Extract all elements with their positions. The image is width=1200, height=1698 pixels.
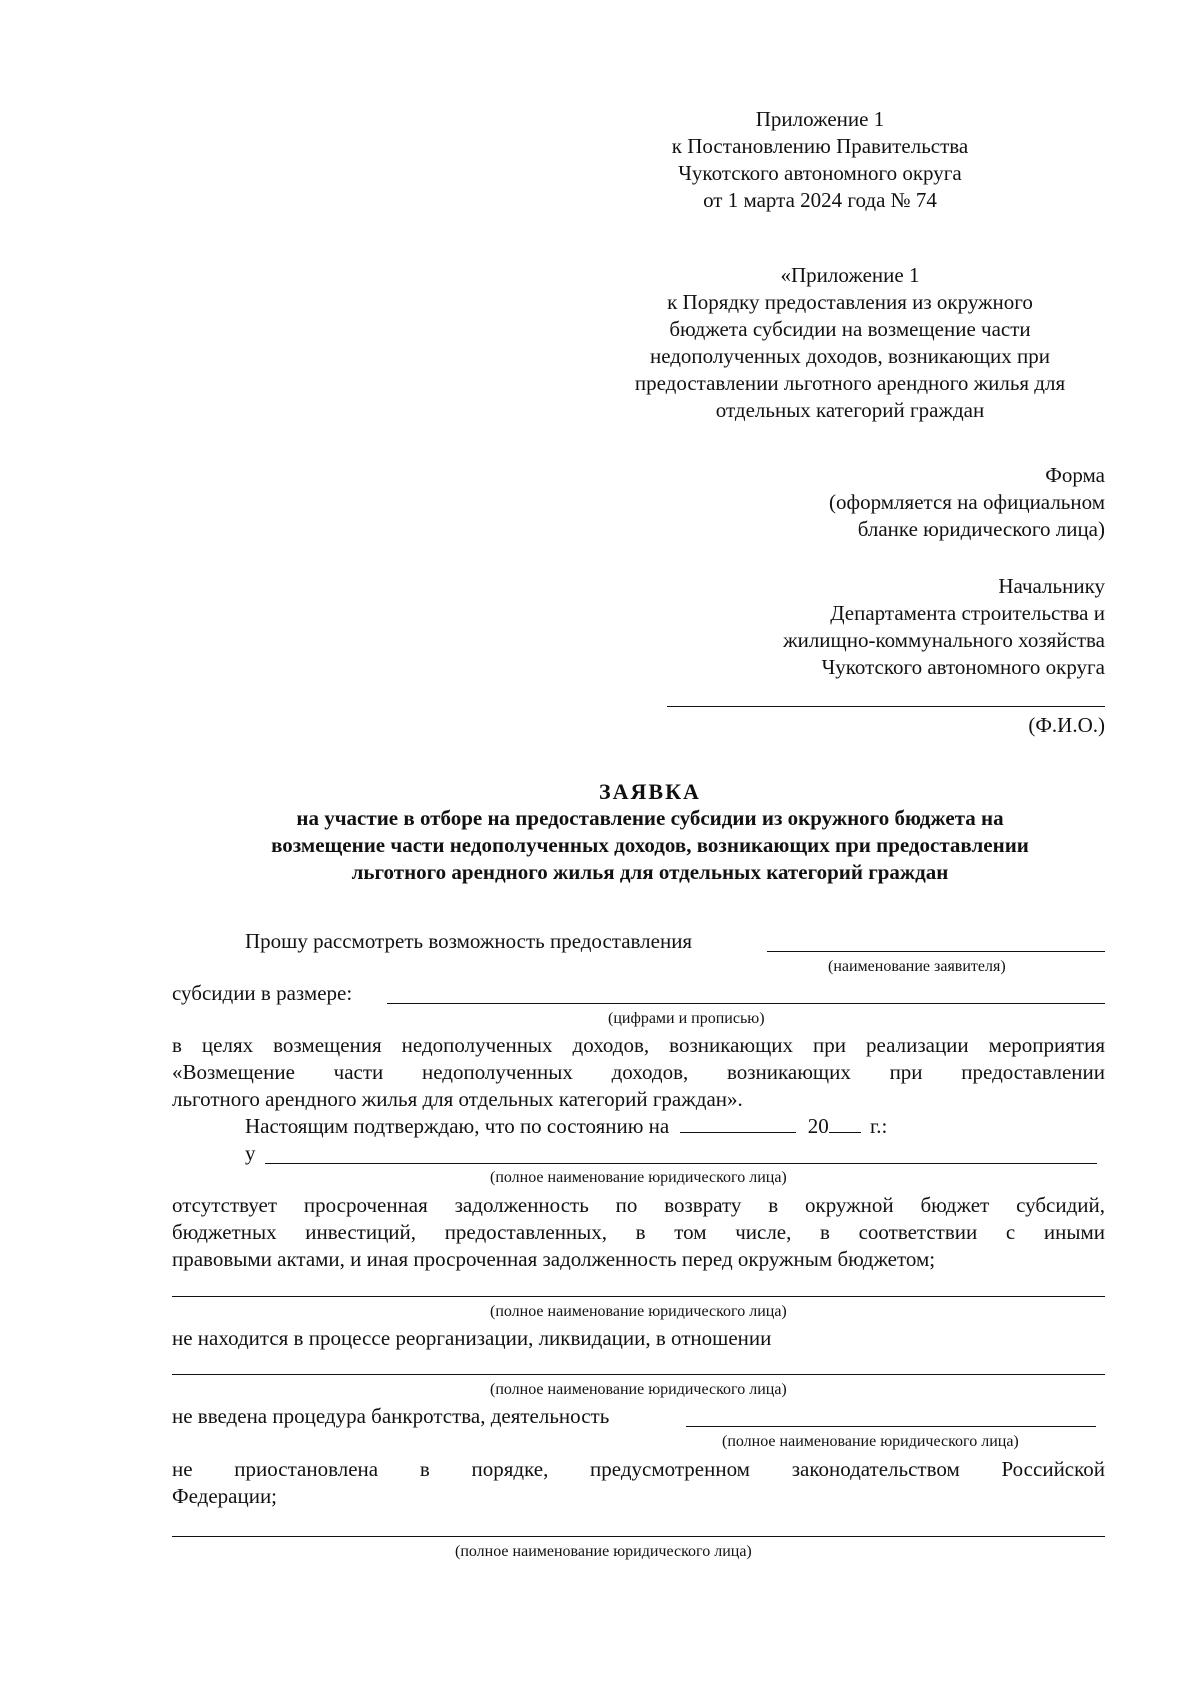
subsidy-label: субсидии в размере: [172,981,353,1005]
appendix-line: к Постановлению Правительства [671,134,969,158]
addressee-line: Начальнику [998,574,1105,598]
fio-line[interactable] [667,706,1105,707]
bankrupt-line: не введена процедура банкротства, деятельность [172,1404,610,1428]
hint-legal-5: (полное наименование юридического лица) [455,1543,752,1560]
form-line: (оформляется на официальном [828,490,1105,514]
order-appendix-line: к Порядку предоставления из окружного [667,290,1033,314]
order-appendix-block [600,262,1100,424]
subtitle-line: льготного арендного жилья для отдельных категорий граждан [351,860,949,884]
debt-line: правовыми актами, и иная просроченная задолженность перед окружным бюджетом; [172,1247,936,1271]
suspend-line: Федерации; [172,1484,278,1508]
addressee-line: жилищно-коммунального хозяйства [783,628,1105,652]
order-appendix-line: «Приложение 1 [780,263,920,287]
hint-legal-3: (полное наименование юридического лица) [490,1381,787,1398]
confirm-line [245,1113,887,1140]
legal-entity-field-3[interactable] [172,1374,1105,1375]
appendix-line: от 1 марта 2024 года № 74 [703,188,937,212]
appendix-block [660,106,980,214]
order-appendix-line: недополученных доходов, возникающих при [649,344,1051,368]
form-subtitle [150,805,1150,886]
purpose-line: льготного арендного жилья для отдельных категорий граждан». [172,1087,743,1111]
subtitle-line: на участие в отборе на предоставление субсидии из окружного бюджета на [296,806,1004,830]
legal-entity-field-5[interactable] [172,1536,1105,1537]
request-text: Прошу рассмотреть возможность предоставления [245,929,693,953]
confirm-year: 20 [807,1114,829,1138]
debt-line: бюджетных инвестиций, предоставленных, в том числе, в соответствии с иными [172,1220,1105,1244]
legal-entity-field-2[interactable] [172,1296,1105,1297]
addressee-line: Департамента строительства и [830,601,1105,625]
form-title: ЗАЯВКА [599,779,701,804]
u-label: у [245,1141,256,1165]
order-appendix-line: бюджета субсидии на возмещение части [669,317,1031,341]
appendix-line: Чукотского автономного округа [678,161,962,185]
order-appendix-line: предоставлении льготного арендного жилья для [634,371,1066,395]
suspend-paragraph [172,1456,1105,1510]
hint-legal-4: (полное наименование юридического лица) [722,1433,1019,1450]
confirm-date-field[interactable] [680,1114,796,1133]
reorg-line: не находится в процессе реорганизации, ликвидации, в отношении [172,1326,772,1350]
confirm-year-suffix: г.: [869,1114,888,1138]
debt-paragraph [172,1192,1105,1273]
hint-amount: (цифрами и прописью) [608,1010,765,1027]
form-block [700,462,1105,543]
legal-entity-field-1[interactable] [265,1163,1097,1164]
hint-legal-2: (полное наименование юридического лица) [490,1303,787,1320]
hint-applicant: (наименование заявителя) [828,958,1006,975]
debt-line: отсутствует просроченная задолженность по возврату в окружной бюджет субсидий, [172,1193,1105,1217]
hint-legal-1: (полное наименование юридического лица) [490,1169,787,1186]
legal-entity-field-4[interactable] [686,1426,1096,1427]
confirm-year-field[interactable] [829,1114,861,1133]
appendix-line: Приложение 1 [755,107,885,131]
purpose-line: «Возмещение части недополученных доходов, возникающих при предоставлении [172,1060,1105,1084]
applicant-name-field[interactable] [767,951,1105,952]
purpose-line: в целях возмещения недополученных доходов, возникающих при реализации мероприятия [172,1033,1105,1057]
suspend-line: не приостановлена в порядке, предусмотренном законодательством Российской [172,1457,1105,1481]
addressee-block [660,573,1105,681]
subsidy-amount-field[interactable] [387,1003,1105,1004]
addressee-line: Чукотского автономного округа [821,655,1105,679]
order-appendix-line: отдельных категорий граждан [715,398,985,422]
subtitle-line: возмещение части недополученных доходов, возникающих при предоставлении [271,833,1029,857]
form-line: Форма [1045,463,1105,487]
form-line: бланке юридического лица) [857,517,1105,541]
fio-label: (Ф.И.О.) [1028,713,1105,737]
confirm-text: Настоящим подтверждаю, что по состоянию на [245,1114,670,1138]
purpose-paragraph [172,1032,1105,1113]
